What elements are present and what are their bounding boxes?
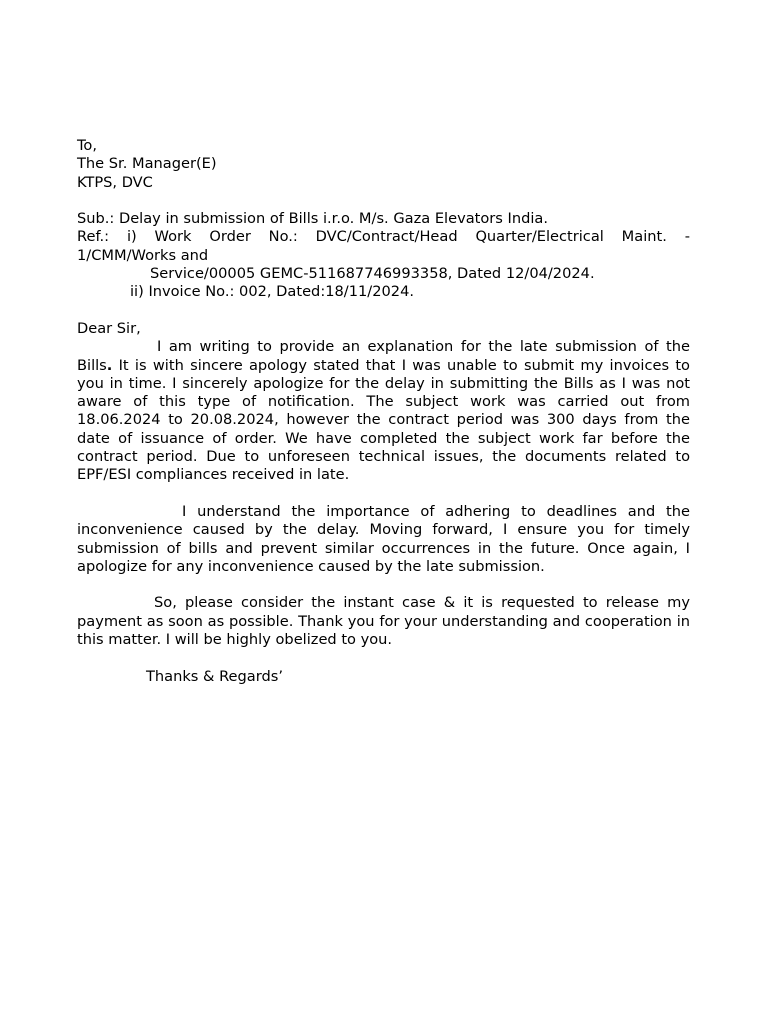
spacer xyxy=(77,192,690,210)
paragraph-explanation-part1: I am writing to provide an explanation for the late submission of the Bills xyxy=(77,338,690,374)
reference-line-2: 1/CMM/Works and xyxy=(77,246,209,264)
spacer xyxy=(77,576,690,594)
spacer xyxy=(77,302,690,320)
closing-regards: Thanks & Regards’ xyxy=(146,667,283,685)
greeting: Dear Sir, xyxy=(77,319,141,337)
to-line: To, xyxy=(77,137,98,154)
paragraph-apology xyxy=(77,503,690,576)
paragraph-explanation-part2: It is with sincere apology stated that I was unable to submit my invoices to you in time. I sincerely apologize for the delay in submitting the Bills as I was not aware of this type of notification. The subject work was carried out from 18.06.2024 to 20.08.2024, however the contract period was 300 days from the date of issuance of order. We have completed the subject work far before the contract period. Due to unforeseen technical issues, the documents related to EPF/ESI compliances received in late. xyxy=(77,356,690,484)
reference-invoice-line: ii) Invoice No.: 002, Dated:18/11/2024. xyxy=(130,283,414,301)
letter-body xyxy=(77,137,690,686)
spacer xyxy=(77,649,690,667)
paragraph-request xyxy=(77,594,690,649)
reference-line-1: Ref.: i) Work Order No.: DVC/Contract/Head Quarter/Electrical Maint. - xyxy=(77,228,690,246)
reference-line-3: Service/00005 GEMC-511687746993358, Dated 12/04/2024. xyxy=(150,265,595,283)
spacer xyxy=(77,485,690,503)
subject-line: Sub.: Delay in submission of Bills i.r.o. M/s. Gaza Elevators India. xyxy=(77,210,548,228)
paragraph-request-text: So, please consider the instant case & it is requested to release my payment as soon as possible. Thank you for your understanding and cooperation in this matter. I will be highly obelized to you. xyxy=(77,594,690,649)
paragraph-apology-text: I understand the importance of adhering to deadlines and the inconvenience caused by the delay. Moving forward, I ensure you for timely submission of bills and prevent similar occurrences in the future. Once again, I apologize for any inconvenience caused by the late submission. xyxy=(77,502,690,575)
recipient-designation: The Sr. Manager(E) xyxy=(77,155,217,173)
paragraph-explanation-dot: . xyxy=(106,356,113,374)
paragraph-explanation xyxy=(77,338,690,484)
recipient-organization: KTPS, DVC xyxy=(77,173,153,191)
